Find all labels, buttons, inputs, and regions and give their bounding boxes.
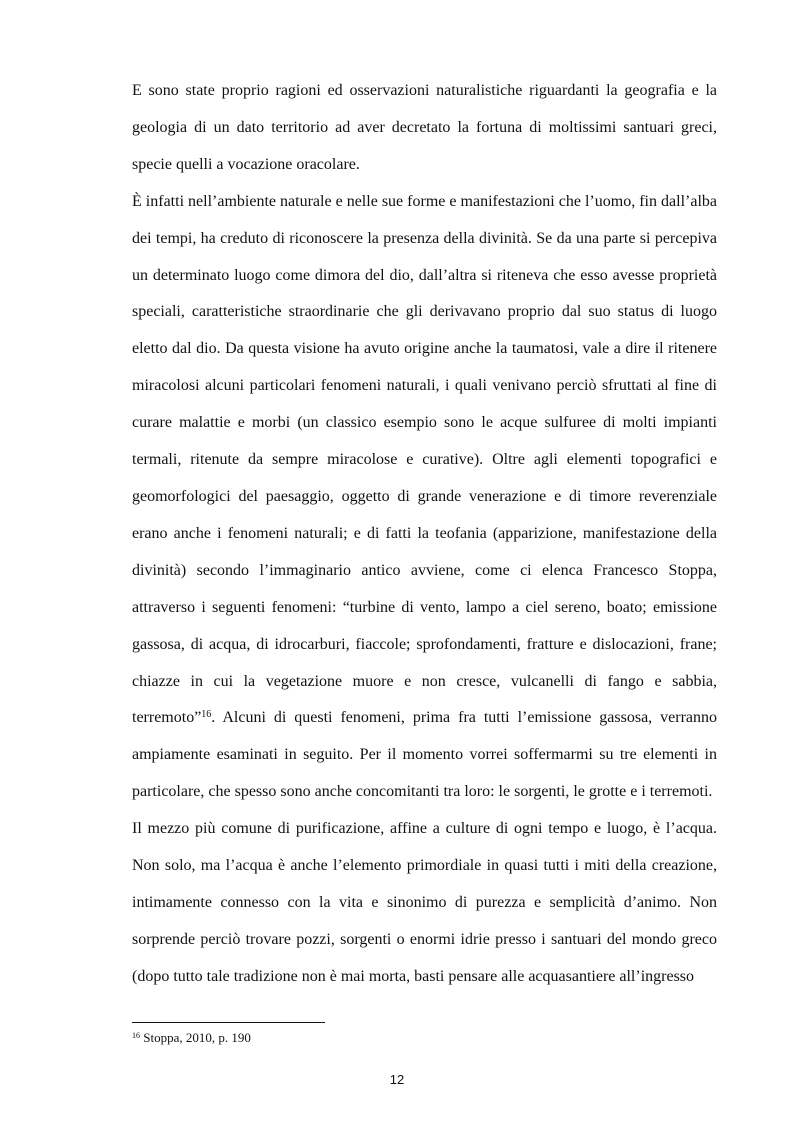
page-number: 12 [389,1072,405,1087]
footnote [132,1030,717,1046]
footnote-divider [132,1022,325,1023]
paragraph-2-text-continued: . Alcuni di questi fenomeni, prima fra tutti l’emissione gassosa, verranno ampiamente esaminati in seguito. Per il momento vorrei soffermarmi su tre elementi in particolare, che spesso sono anche concomitanti tra loro: le sorgenti, le grotte e i terremoti. [132,709,717,801]
footnote-text: Stoppa, 2010, p. 190 [140,1030,251,1045]
body-text [132,73,717,996]
footnote-reference: 16 [201,709,212,721]
paragraph-1: E sono state proprio ragioni ed osservazioni naturalistiche riguardanti la geografia e la geologia di un dato territorio ad aver decretato la fortuna di moltissimi santuari greci, specie quelli a vocazione oracolare. [132,82,717,173]
footnote-number: 16 [132,1031,140,1040]
paragraph-2 [132,184,717,811]
paragraph-3: Il mezzo più comune di purificazione, affine a culture di ogni tempo e luogo, è l’acqua. Non solo, ma l’acqua è anche l’elemento primordiale in quasi tutti i miti della creazione, intimamente connesso con la vita e sinonimo di purezza e semplicità d’animo. Non sorprende perciò trovare pozzi, sorgenti o enormi idrie presso i santuari del mondo greco (dopo tutto tale tradizione non è mai morta, basti pensare alle acquasantiere all’ingresso [132,820,717,985]
paragraph-2-text: È infatti nell’ambiente naturale e nelle sue forme e manifestazioni che l’uomo, fin dall’alba dei tempi, ha creduto di riconoscere la presenza della divinità. Se da una parte si percepiva un determinato luogo come dimora del dio, dall’altra si riteneva che esso avesse proprietà speciali, caratteristiche straordinarie che gli derivavano proprio dal suo status di luogo eletto dal dio. Da questa visione ha avuto origine anche la taumatosi, vale a dire il ritenere miracolosi alcuni particolari fenomeni naturali, i quali venivano perciò sfruttati al fine di curare malattie e morbi (un classico esempio sono le acque sulfuree di molti impianti termali, ritenute da sempre miracolose e curative). Oltre agli elementi topografici e geomorfologici del paesaggio, oggetto di grande venerazione e di timore reverenziale erano anche i fenomeni naturali; e di fatti la teofania (apparizione, manifestazione della divinità) secondo l’immaginario antico avviene, come ci elenca Francesco Stoppa, attraverso i seguenti fenomeni: “turbine di vento, lampo a ciel sereno, boato; emissione gassosa, di acqua, di idrocarburi, fiaccole; sprofondamenti, fratture e dislocazioni, frane; chiazze in cui la vegetazione muore e non cresce, vulcanelli di fango e sabbia, terremoto” [132,192,717,727]
